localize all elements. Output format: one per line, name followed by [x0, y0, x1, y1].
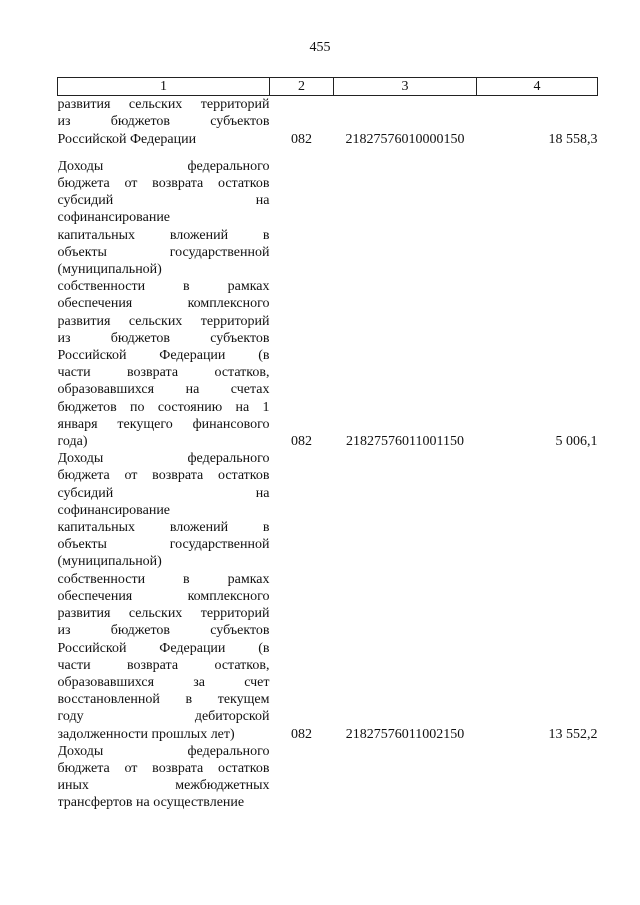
row-description — [58, 743, 270, 812]
description-line: бюджета от возврата остатков — [57, 176, 270, 192]
column-header-2: 2 — [270, 78, 334, 96]
description-line: бюджета от возврата остатков — [57, 468, 270, 484]
description-line: Доходы федерального — [57, 743, 270, 759]
budget-income-table — [57, 77, 598, 812]
column-header-3: 3 — [334, 78, 477, 96]
description-line: Российской Федерации (в — [57, 348, 270, 364]
row-budget-classification-code — [334, 743, 477, 812]
description-line: части возврата остатков, — [57, 657, 270, 673]
description-line: бюджета от возврата остатков — [57, 760, 270, 776]
table-row — [58, 158, 598, 450]
description-line: Российской Федерации — [57, 131, 197, 147]
row-budget-classification-code: 21827576011002150 — [345, 726, 465, 742]
description-line: образовавшихся за счет — [57, 674, 270, 690]
description-line: бюджетов по состоянию на 1 — [57, 399, 270, 415]
description-line: из бюджетов субъектов — [57, 623, 270, 639]
row-amount — [477, 743, 598, 812]
row-amount: 18 558,3 — [548, 131, 598, 147]
description-line: обеспечения комплексного — [57, 588, 270, 604]
row-amount: 13 552,2 — [548, 726, 598, 742]
description-line: объекты государственной — [57, 537, 270, 553]
table-row — [58, 743, 598, 812]
description-line: иных межбюджетных — [57, 778, 270, 794]
page-number: 455 — [309, 40, 331, 55]
description-line: образовавшихся на счетах — [57, 382, 270, 398]
description-line: (муниципальной) — [57, 262, 162, 278]
description-line: собственности в рамках — [57, 571, 270, 587]
description-line: части возврата остатков, — [57, 365, 270, 381]
row-description — [58, 96, 270, 158]
table-row — [58, 450, 598, 742]
description-line: софинансирование — [57, 210, 171, 226]
description-line: из бюджетов субъектов — [57, 114, 270, 130]
description-line: субсидий на — [57, 193, 270, 209]
table-row — [58, 96, 598, 158]
description-line: обеспечения комплексного — [57, 296, 270, 312]
description-line: развития сельских территорий — [57, 606, 270, 622]
row-budget-classification-code: 21827576010000150 — [345, 131, 465, 147]
description-line: задолженности прошлых лет) — [57, 726, 235, 742]
description-line: (муниципальной) — [57, 554, 162, 570]
row-admin-code: 082 — [291, 434, 312, 450]
row-amount: 5 006,1 — [555, 434, 598, 450]
description-line: собственности в рамках — [57, 279, 270, 295]
row-admin-code — [270, 743, 334, 812]
description-line: объекты государственной — [57, 244, 270, 260]
column-header-4: 4 — [477, 78, 598, 96]
table-header-row — [58, 78, 598, 96]
description-line: Доходы федерального — [57, 158, 270, 174]
description-line: восстановленной в текущем — [57, 692, 270, 708]
description-line: трансфертов на осуществление — [57, 795, 245, 811]
description-line: января текущего финансового — [57, 416, 270, 432]
description-line: развития сельских территорий — [57, 313, 270, 329]
description-line: софинансирование — [57, 502, 171, 518]
description-line: капитальных вложений в — [57, 227, 270, 243]
row-description — [58, 450, 270, 742]
description-line: капитальных вложений в — [57, 520, 270, 536]
description-line: Российской Федерации (в — [57, 640, 270, 656]
row-admin-code: 082 — [291, 726, 312, 742]
row-admin-code: 082 — [291, 131, 312, 147]
description-line: Доходы федерального — [57, 451, 270, 467]
description-line: из бюджетов субъектов — [57, 330, 270, 346]
description-line: года) — [57, 434, 88, 450]
description-line: году дебиторской — [57, 709, 270, 725]
table-body — [58, 96, 598, 812]
row-budget-classification-code: 21827576011001150 — [346, 434, 464, 450]
description-line: развития сельских территорий — [57, 97, 270, 113]
row-description — [58, 158, 270, 450]
description-line: субсидий на — [57, 485, 270, 501]
column-header-1: 1 — [58, 78, 270, 96]
